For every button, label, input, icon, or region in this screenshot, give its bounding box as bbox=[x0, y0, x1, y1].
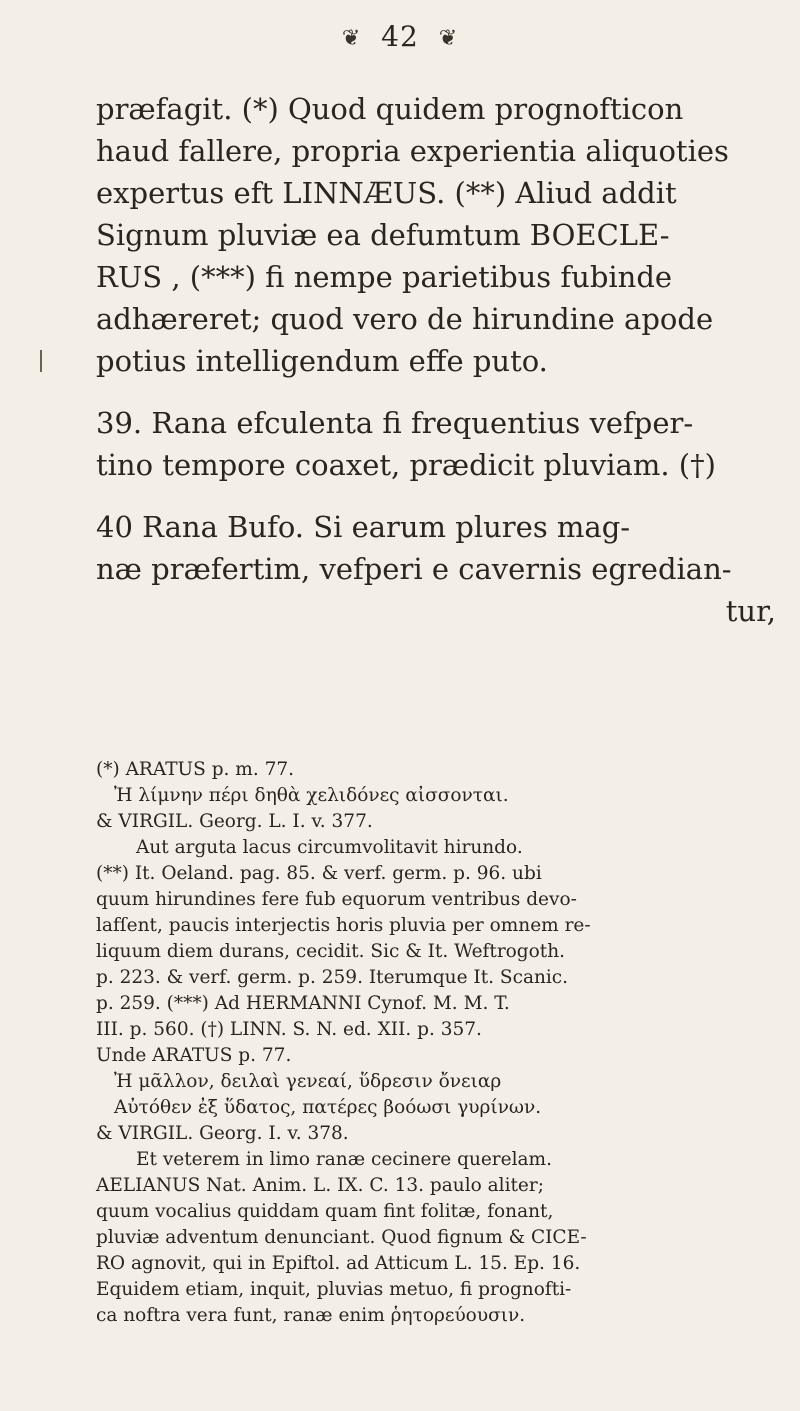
footnote-line: Et veterem in limo ranæ cecinere querelam. bbox=[136, 1149, 552, 1170]
page-number: 42 bbox=[381, 20, 419, 53]
footnote-line: ca noftra vera funt, ranæ enim ῥητορεύουσιν. bbox=[96, 1305, 526, 1326]
text-line: haud fallere, propria experientia aliquoties bbox=[96, 134, 729, 168]
footnote-line: p. 223. & verf. germ. p. 259. Iterumque It. Scanic. bbox=[96, 967, 569, 988]
footnote-line: (**) It. Oeland. pag. 85. & verf. germ. p. 96. ubi bbox=[96, 863, 542, 884]
footnote-line: (*) ARATUS p. m. 77. bbox=[96, 759, 295, 780]
footnote-greek-line: Ἠ λίμνην πέρι δηθὰ χελιδόνες αἰσσονται. bbox=[114, 785, 509, 806]
page-header bbox=[0, 20, 800, 53]
footnote-line: quum vocalius quiddam quam fint folitæ, fonant, bbox=[96, 1201, 554, 1222]
footnote-line: liquum diem durans, cecidit. Sic & It. Weftrogoth. bbox=[96, 941, 566, 962]
text-line: tino tempore coaxet, prædicit pluviam. (†) bbox=[96, 448, 716, 482]
footnote-line: pluviæ adventum denunciant. Quod fignum & CICE- bbox=[96, 1227, 587, 1248]
footnote-line: AELIANUS Nat. Anim. L. IX. C. 13. paulo aliter; bbox=[96, 1175, 544, 1196]
main-text bbox=[96, 88, 776, 632]
footnote-line: Unde ARATUS p. 77. bbox=[96, 1045, 292, 1066]
text-line-catchword: tur, bbox=[725, 594, 776, 628]
footnote-line: Equidem etiam, inquit, pluvias metuo, fi prognofti- bbox=[96, 1279, 572, 1300]
text-line: præfagit. (*) Quod quidem prognofticon bbox=[96, 92, 684, 126]
text-line: adhæreret; quod vero de hirundine apode bbox=[96, 302, 714, 336]
footnote-line: Aut arguta lacus circumvolitavit hirundo. bbox=[136, 837, 523, 858]
text-line: potius intelligendum effe puto. bbox=[96, 344, 548, 378]
fleuron-ornament-icon: ❦ bbox=[438, 26, 459, 51]
footnote-line: & VIRGIL. Georg. L. I. v. 377. bbox=[96, 811, 373, 832]
footnote-line: & VIRGIL. Georg. I. v. 378. bbox=[96, 1123, 349, 1144]
footnote-line: lafſent, paucis interjectis horis pluvia per omnem re- bbox=[96, 915, 591, 936]
text-line: Signum pluviæ ea defumtum BOECLE- bbox=[96, 218, 670, 252]
fleuron-ornament-icon: ❦ bbox=[341, 26, 362, 51]
text-line: 40 Rana Bufo. Si earum plures mag- bbox=[96, 510, 631, 544]
text-line: expertus eft LINNÆUS. (**) Aliud addit bbox=[96, 176, 677, 210]
footnote-line: quum hirundines fere fub equorum ventribus devo- bbox=[96, 889, 577, 910]
footnote-greek-line: Αὐτόθεν ἐξ ὕδατος, πατέρες βοόωσι γυρίνων. bbox=[114, 1097, 542, 1118]
footnote-line: p. 259. (***) Ad HERMANNI Cynof. M. M. T. bbox=[96, 993, 510, 1014]
footnote-greek-line: Ἠ μᾶλλον, δειλαὶ γενεαί, ὕδρεσιν ὄνειαρ bbox=[114, 1071, 502, 1092]
text-line: næ præfertim, vefperi e cavernis egredian- bbox=[96, 552, 732, 586]
footnote-line: RO agnovit, qui in Epiftol. ad Atticum L. 15. Ep. 16. bbox=[96, 1253, 581, 1274]
margin-mark bbox=[40, 350, 42, 372]
footnotes bbox=[96, 757, 776, 1329]
text-line: 39. Rana efculenta fi frequentius vefper- bbox=[96, 406, 694, 440]
footnote-line: III. p. 560. (†) LINN. S. N. ed. XII. p. 357. bbox=[96, 1019, 482, 1040]
text-line: RUS , (***) fi nempe parietibus fubinde bbox=[96, 260, 673, 294]
